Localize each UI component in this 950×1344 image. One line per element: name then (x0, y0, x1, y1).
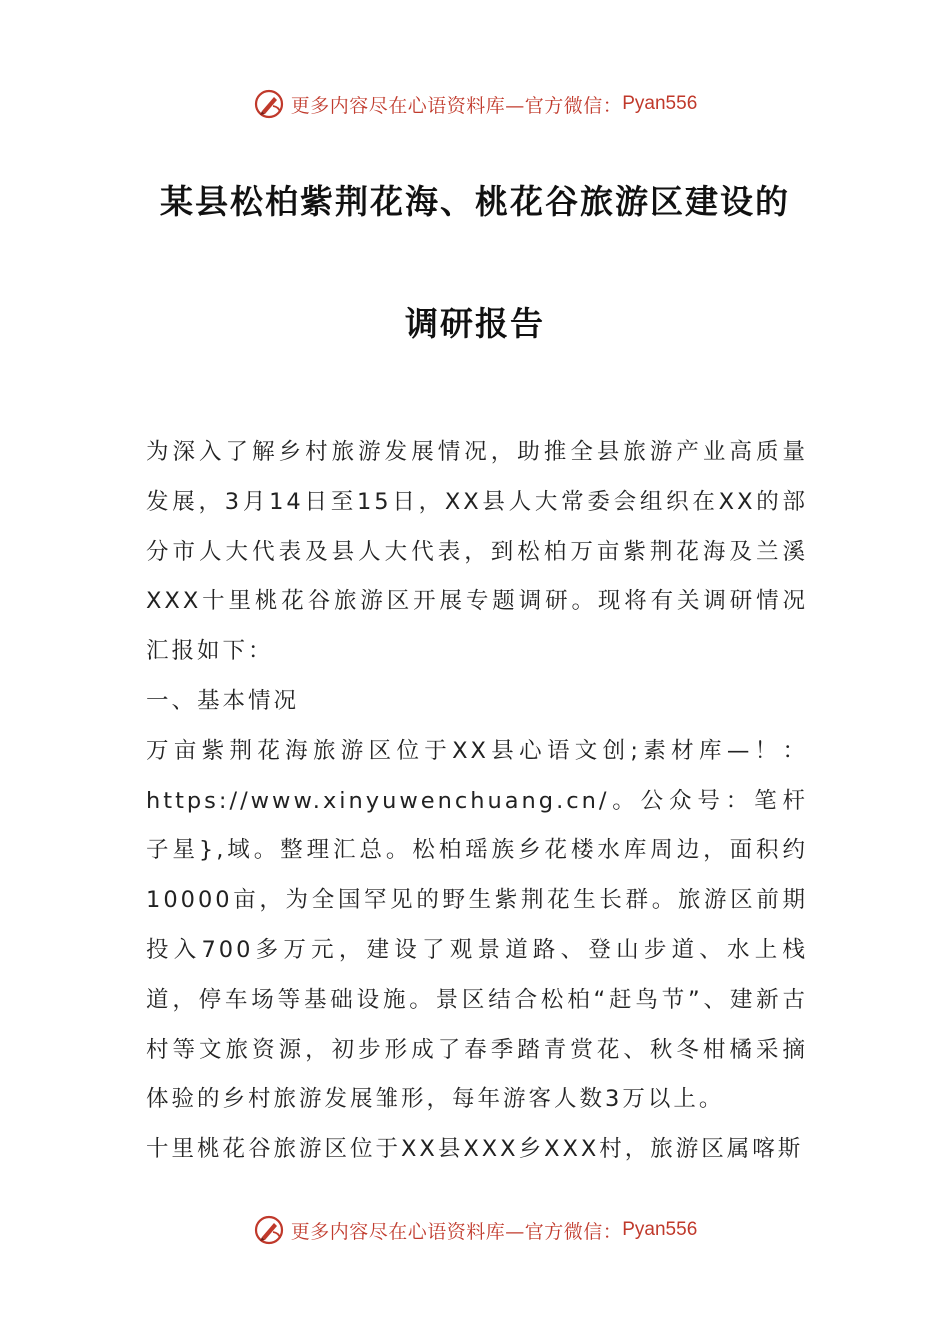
wechat-id: Pyan556 (622, 1219, 698, 1240)
document-title-line-2: 调研报告 (405, 304, 545, 343)
pen-logo-icon (253, 88, 285, 120)
pen-logo-icon (253, 1214, 285, 1246)
header-banner (0, 84, 950, 124)
banner-text: 更多内容尽在心语资料库—官方微信： (290, 94, 623, 117)
banner-text: 更多内容尽在心语资料库—官方微信： (290, 1220, 623, 1243)
document-title-line-1: 某县松柏紫荆花海、桃花谷旅游区建设的 (160, 182, 790, 221)
wechat-id: Pyan556 (622, 93, 698, 114)
paragraph-taohua: 十里桃花谷旅游区位于XX县XXX乡XXX村，旅游区属喀斯 (146, 1136, 804, 1163)
section-heading-basic: 一、基本情况 (146, 687, 300, 714)
paragraph-zijing: 万亩紫荆花海旅游区位于XX县心语文创;素材库—！：https://www.xinyuwenchuang.cn/。公众号：笔杆子星},域。整理汇总。松柏瑶族乡花楼水库周边，面积约10000亩，为全国罕见的野生紫荆花生长群。旅游区前期投入700多万元，建设了观景道路、登山步道、水上栈道，停车场等基础设施。景区结合松柏“赶鸟节”、建新古村等文旅资源，初步形成了春季踏青赏花、秋冬柑橘采摘体验的乡村旅游发展雏形，每年游客人数3万以上。 (146, 737, 808, 1113)
footer-banner (0, 1210, 950, 1250)
paragraph-intro: 为深入了解乡村旅游发展情况，助推全县旅游产业高质量发展，3月14日至15日，XX县人大常委会组织在XX的部分市人大代表及县人大代表，到松柏万亩紫荆花海及兰溪XXX十里桃花谷旅游区开展专题调研。现将有关调研情况汇报如下： (146, 439, 808, 665)
document-body (146, 428, 808, 1175)
